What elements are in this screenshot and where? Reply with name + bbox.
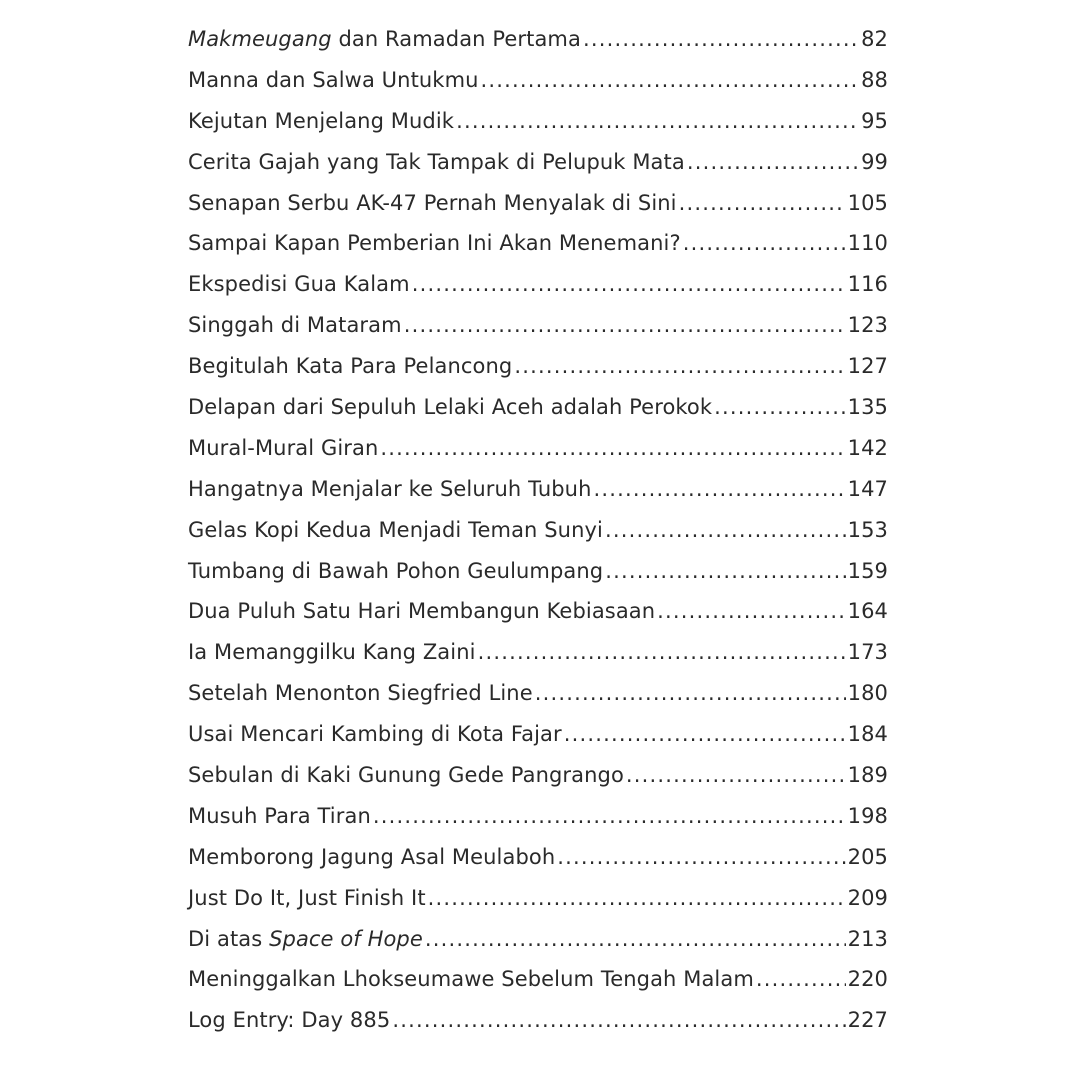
- toc-entry: [188, 68, 888, 109]
- toc-entry: [188, 272, 888, 313]
- toc-entry: [188, 27, 888, 68]
- toc-entry: [188, 191, 888, 232]
- toc-entry: [188, 722, 888, 763]
- toc-entry: [188, 518, 888, 559]
- toc-entry: [188, 231, 888, 272]
- toc-entry: [188, 599, 888, 640]
- toc-entry-title: Sampai Kapan Pemberian Ini Akan Menemani?: [188, 231, 681, 256]
- toc-entry-page: 123: [847, 313, 888, 338]
- dot-leader: [657, 599, 845, 623]
- toc-entry-page: 88: [861, 67, 888, 92]
- toc-entry-page: 99: [861, 149, 888, 174]
- toc-entry: [188, 681, 888, 722]
- toc-entry-title: Ekspedisi Gua Kalam: [188, 272, 410, 297]
- toc-entry: [188, 354, 888, 395]
- toc-entry-page: 127: [847, 354, 888, 379]
- dot-leader: [593, 477, 845, 501]
- toc-entry-page: 105: [847, 190, 888, 215]
- dot-leader: [456, 109, 859, 133]
- toc-entry-page: 147: [847, 476, 888, 501]
- toc-entry-title: Manna dan Salwa Untukmu: [188, 67, 479, 92]
- toc-entry-title: Cerita Gajah yang Tak Tampak di Pelupuk Mata: [188, 149, 685, 174]
- toc-entry-title: [188, 927, 423, 951]
- toc-entry-title: Tumbang di Bawah Pohon Geulumpang: [188, 558, 604, 583]
- dot-leader: [605, 518, 846, 542]
- toc-entry-title-text: dan Ramadan Pertama: [331, 27, 581, 51]
- toc-entry-title-italic: Makmeugang: [188, 27, 332, 51]
- dot-leader: [687, 150, 859, 174]
- toc-entry-title: Dua Puluh Satu Hari Membangun Kebiasaan: [188, 599, 656, 624]
- toc-entry-title: Begitulah Kata Para Pelancong: [188, 354, 513, 379]
- toc-entry-title: Log Entry: Day 885: [188, 1008, 391, 1033]
- toc-entry-page: 110: [847, 231, 888, 256]
- toc-entry-title: Senapan Serbu AK-47 Pernah Menyalak di Sini: [188, 190, 677, 215]
- dot-leader: [626, 763, 846, 787]
- toc-entry-title: Usai Mencari Kambing di Kota Fajar: [188, 722, 562, 747]
- toc-entry-page: 189: [847, 763, 888, 788]
- toc-entry-title: [188, 27, 581, 51]
- toc-entry-title: Meninggalkan Lhokseumawe Sebelum Tengah Malam: [188, 967, 754, 992]
- toc-entry: [188, 109, 888, 150]
- toc-entry: [188, 886, 888, 927]
- toc-entry: [188, 763, 888, 804]
- toc-entry-title: Kejutan Menjelang Mudik: [188, 108, 455, 133]
- dot-leader: [683, 231, 846, 255]
- dot-leader: [679, 191, 846, 215]
- toc-entry-page: 180: [847, 681, 888, 706]
- toc-entry-page: 205: [847, 844, 888, 869]
- toc-entry-title: Just Do It, Just Finish It: [188, 885, 426, 910]
- toc-entry-page: 209: [847, 885, 888, 910]
- toc-entry: [188, 1008, 888, 1049]
- toc-entry-title: Setelah Menonton Siegfried Line: [188, 681, 533, 706]
- toc-entry-title: Musuh Para Tiran: [188, 803, 371, 828]
- dot-leader: [425, 927, 846, 951]
- dot-leader: [392, 1008, 845, 1032]
- toc-entry: [188, 477, 888, 518]
- toc-entry: [188, 559, 888, 600]
- toc-entry: [188, 313, 888, 354]
- toc-entry-page: 227: [847, 1008, 888, 1033]
- dot-leader: [373, 804, 846, 828]
- toc-entry: [188, 927, 888, 968]
- dot-leader: [428, 886, 846, 910]
- toc-entry-page: 159: [847, 558, 888, 583]
- toc-entry-page: 95: [861, 108, 888, 133]
- dot-leader: [412, 272, 846, 296]
- toc-entry-title: Sebulan di Kaki Gunung Gede Pangrango: [188, 763, 624, 788]
- toc-entry: [188, 967, 888, 1008]
- toc-entry-title: Ia Memanggilku Kang Zaini: [188, 640, 476, 665]
- toc-entry-page: 220: [847, 967, 888, 992]
- toc-entry-title: Mural-Mural Giran: [188, 435, 379, 460]
- toc-entry-title: Gelas Kopi Kedua Menjadi Teman Sunyi: [188, 517, 603, 542]
- toc-entry-title: Memborong Jagung Asal Meulaboh: [188, 844, 556, 869]
- dot-leader: [478, 640, 846, 664]
- toc-entry-page: 213: [847, 926, 888, 951]
- toc-entry: [188, 804, 888, 845]
- dot-leader: [535, 681, 846, 705]
- toc-entry-page: 116: [847, 272, 888, 297]
- toc-entry-page: 135: [847, 395, 888, 420]
- dot-leader: [557, 845, 845, 869]
- dot-leader: [756, 967, 846, 991]
- dot-leader: [564, 722, 846, 746]
- toc-entry-title-italic: Space of Hope: [269, 926, 423, 951]
- toc-entry-title: Hangatnya Menjalar ke Seluruh Tubuh: [188, 476, 592, 501]
- toc-entry: [188, 436, 888, 477]
- toc-entry-page: 153: [847, 517, 888, 542]
- toc-entry-page: 142: [847, 435, 888, 460]
- toc-entry-page: 198: [847, 803, 888, 828]
- dot-leader: [605, 559, 845, 583]
- toc-entry: [188, 640, 888, 681]
- toc-entry-page: 164: [847, 599, 888, 624]
- dot-leader: [583, 27, 859, 51]
- toc-entry: [188, 845, 888, 886]
- dot-leader: [380, 436, 845, 460]
- dot-leader: [404, 313, 846, 337]
- dot-leader: [514, 354, 845, 378]
- dot-leader: [714, 395, 845, 419]
- toc-entry-page: 184: [847, 722, 888, 747]
- toc-entry-title-text: Di atas: [188, 926, 270, 951]
- toc-entry-page: 173: [847, 640, 888, 665]
- toc-entry-page: 82: [861, 27, 888, 51]
- table-of-contents: [188, 27, 888, 1049]
- toc-entry: [188, 395, 888, 436]
- toc-entry-title: Delapan dari Sepuluh Lelaki Aceh adalah Perokok: [188, 395, 713, 420]
- toc-entry: [188, 150, 888, 191]
- toc-entry-title: Singgah di Mataram: [188, 313, 402, 338]
- dot-leader: [481, 68, 860, 92]
